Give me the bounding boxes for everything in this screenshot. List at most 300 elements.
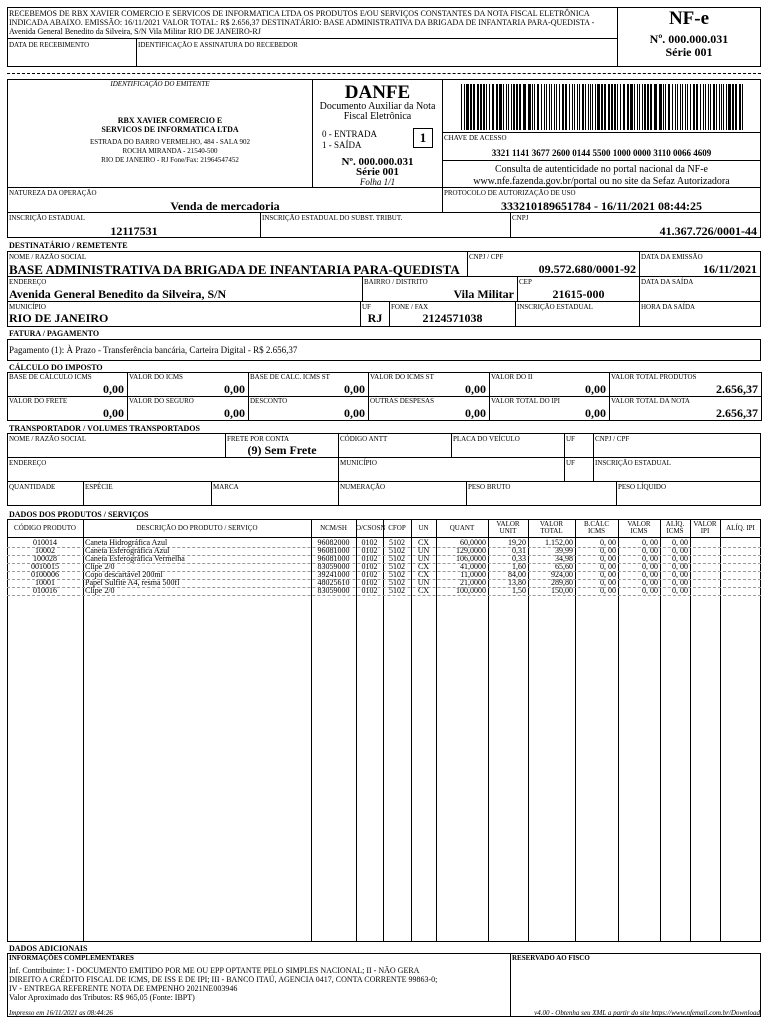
table-cell: Caneta Esferográfica Vermelha <box>85 555 185 563</box>
table-cell: 100,0000 <box>456 587 486 595</box>
dest-cep-valor: 21615-000 <box>552 287 605 301</box>
barcode-bar <box>723 84 724 130</box>
produtos-header: ALÍQ. IPI <box>726 524 755 532</box>
footer-impresso: Impresso em 16/11/2021 as 08:44:26 <box>9 1009 113 1017</box>
table-cell: 0, 00 <box>642 587 658 595</box>
barcode-bar <box>597 84 600 130</box>
barcode-bar <box>627 84 629 130</box>
produtos-header: TOTAL <box>540 527 563 535</box>
fisco-label: RESERVADO AO FISCO <box>512 954 590 962</box>
emitente-endereco2: ROCHA MIRANDA - 21540-500 <box>122 147 218 155</box>
transp-endereco-field <box>7 457 339 482</box>
barcode-bar <box>663 84 664 130</box>
table-cell: 1.152,00 <box>545 539 573 547</box>
barcode-bar <box>721 84 722 130</box>
transp-numeracao-label: NUMERAÇÃO <box>340 483 386 491</box>
table-cell: Clipe 2/0 <box>85 587 115 595</box>
transp-uf-label: UF <box>566 435 575 443</box>
table-cell: 289,80 <box>551 579 573 587</box>
assinatura-recebedor-label: IDENTIFICAÇÃO E ASSINATURA DO RECEBEDOR <box>138 41 298 49</box>
transp-ie-label: INSCRIÇÃO ESTADUAL <box>595 459 671 467</box>
barcode-bar <box>608 84 610 130</box>
imposto-valor: 0,00 <box>585 382 606 396</box>
barcode-bar <box>700 84 701 130</box>
produtos-column-divider <box>436 519 437 942</box>
imposto-valor: 2.656,37 <box>716 382 758 396</box>
transp-marca-label: MARCA <box>213 483 239 491</box>
table-cell: Copo descartável 200ml <box>85 571 163 579</box>
table-cell: 11,0000 <box>460 571 486 579</box>
produtos-header: CÓDIGO PRODUTO <box>14 524 76 532</box>
barcode-bar <box>574 84 575 130</box>
table-cell: 0, 00 <box>672 555 688 563</box>
table-cell: 5102 <box>389 547 405 555</box>
barcode-bar <box>513 84 515 130</box>
barcode-bar <box>546 84 547 130</box>
table-cell: 0102 <box>361 563 378 571</box>
danfe-tipo-box: 1 <box>413 128 433 148</box>
table-cell: 84,00 <box>508 571 526 579</box>
table-cell: 5102 <box>389 571 405 579</box>
imposto-valor: 0,00 <box>224 382 245 396</box>
table-cell: 0, 00 <box>600 563 616 571</box>
table-cell: 0, 00 <box>600 555 616 563</box>
produtos-column-divider <box>575 519 576 942</box>
dest-nome-valor: BASE ADMINISTRATIVA DA BRIGADA DE INFANTARIA PARA-QUEDISTA <box>9 262 460 277</box>
barcode-bar <box>559 84 560 130</box>
produtos-column-divider <box>488 519 489 942</box>
table-cell: 0, 00 <box>642 555 658 563</box>
imposto-label: VALOR DO II <box>491 373 533 381</box>
barcode-bar <box>601 84 603 130</box>
canhoto-texto: RECEBEMOS DE RBX XAVIER COMERCIO E SERVICOS DE INFORMATICA LTDA OS PRODUTOS E/OU SERVIÇOS CONSTANTES DA NOTA FISCAL ELETRÔNICA INDICADA ABAIXO. EMISSÃO: 16/11/2021 VALOR TOTAL: R$ 2.656,37 DESTINATÁRIO: BASE ADMINISTRATIVA DA BRIGADA DE INFANTARIA PARA-QUEDISTA - Avenida General Benedito da Silveira, S/N Vila Militar RIO DE JANEIRO-RJ <box>9 9 595 36</box>
cnpj-valor: 41.367.726/0001-44 <box>659 224 757 238</box>
barcode-bar <box>680 84 681 130</box>
barcode-bar <box>503 84 504 130</box>
table-cell: 0, 00 <box>672 587 688 595</box>
table-cell: 1,50 <box>512 587 526 595</box>
barcode-bar <box>637 84 638 130</box>
barcode-bar <box>506 84 507 130</box>
table-cell: UN <box>417 555 430 563</box>
barcode-bar <box>703 84 704 130</box>
barcode-bar <box>690 84 691 130</box>
barcode-bar <box>617 84 618 130</box>
dest-nome-label: NOME / RAZÃO SOCIAL <box>9 253 87 261</box>
barcode-bar <box>634 84 635 130</box>
destinatario-section-title: DESTINATÁRIO / REMETENTE <box>9 241 128 250</box>
barcode-bar <box>705 84 706 130</box>
dest-emissao-valor: 16/11/2021 <box>702 262 757 276</box>
footer-versao: v4.00 - Obtenha seu XML a partir do site https://www.nfemail.com.br/Download <box>534 1009 760 1017</box>
chave-label: CHAVE DE ACESSO <box>444 134 507 142</box>
barcode-bar <box>672 84 673 130</box>
produtos-header: CFOP <box>388 524 406 532</box>
barcode-bar <box>516 84 518 130</box>
barcode-bar <box>654 84 657 130</box>
produtos-header-divider <box>7 537 761 538</box>
imposto-label: BASE DE CALC. ICMS ST <box>250 373 330 381</box>
produtos-header: ICMS <box>666 527 684 535</box>
produtos-column-divider <box>528 519 529 942</box>
transp-uf2-label: UF <box>566 459 575 467</box>
barcode-bar <box>496 84 498 130</box>
transportador-section-title: TRANSPORTADOR / VOLUMES TRANSPORTADOS <box>9 424 200 433</box>
ie-valor: 12117531 <box>110 224 158 238</box>
info-linha-1: Inf. Contribuinte: I - DOCUMENTO EMITIDO POR ME OU EPP OPTANTE PELO SIMPLES NACIONAL; II - NÃO GERA <box>9 966 420 975</box>
dest-uf-label: UF <box>362 303 371 311</box>
barcode-bar <box>611 84 613 130</box>
transp-endereco-label: ENDEREÇO <box>9 459 47 467</box>
danfe-title: DANFE <box>344 82 411 103</box>
data-recebimento-label: DATA DE RECEBIMENTO <box>9 41 90 49</box>
produtos-header: B.CÁLC <box>583 520 610 528</box>
table-cell: 10001 <box>35 579 55 587</box>
produtos-column-divider <box>83 519 84 942</box>
transp-bruto-label: PESO BRUTO <box>468 483 511 491</box>
table-cell: 0, 00 <box>600 587 616 595</box>
produtos-column-divider <box>690 519 691 942</box>
table-cell: UN <box>417 547 430 555</box>
imposto-label: BASE DE CÁLCULO ICMS <box>9 373 92 381</box>
imposto-label: VALOR TOTAL DA NOTA <box>611 397 690 405</box>
table-cell: 0, 00 <box>672 547 688 555</box>
imposto-label: VALOR DO FRETE <box>9 397 68 405</box>
barcode-image <box>461 84 743 130</box>
barcode-bar <box>511 84 512 130</box>
barcode-bar <box>685 84 686 130</box>
imposto-label: DESCONTO <box>250 397 288 405</box>
barcode-bar <box>728 84 731 130</box>
transp-antt-label: CÓDIGO ANTT <box>340 435 388 443</box>
produtos-column-divider <box>356 519 357 942</box>
dest-saida-label: DATA DA SAÍDA <box>641 278 694 286</box>
barcode-bar <box>716 84 717 130</box>
barcode-bar <box>708 84 709 130</box>
table-cell: 0, 00 <box>672 571 688 579</box>
barcode-bar <box>534 84 535 130</box>
table-cell: Caneta Hidrográfica Azul <box>85 539 168 547</box>
table-cell: 21,0000 <box>460 579 486 587</box>
table-cell: 96081000 <box>317 547 350 555</box>
barcode-bar <box>710 84 711 130</box>
dest-endereco-valor: Avenida General Benedito da Silveira, S/N <box>9 287 227 301</box>
table-cell: 5102 <box>389 539 405 547</box>
table-cell: 60,0000 <box>460 539 486 547</box>
table-cell: 0102 <box>361 587 378 595</box>
dest-cnpj-label: CNPJ / CPF <box>469 253 504 261</box>
barcode-bar <box>665 84 666 130</box>
barcode-bar <box>508 84 509 130</box>
table-cell: 1,60 <box>512 563 526 571</box>
danfe-numero: Nº. 000.000.031 <box>341 156 414 168</box>
protocolo-label: PROTOCOLO DE AUTORIZAÇÃO DE USO <box>444 189 576 197</box>
dest-uf-valor: RJ <box>367 311 383 325</box>
barcode-bar <box>620 84 621 130</box>
dest-ie-label: INSCRIÇÃO ESTADUAL <box>517 303 593 311</box>
barcode-bar <box>551 84 552 130</box>
produtos-header: QUANT <box>449 524 475 532</box>
info-linha-2: DIREITO A CRÉDITO FISCAL DE ICMS, DE ISS E DE IPI; III - BANCO ITAÚ, AGENCIA 0417, CONTA CORRENTE 99863-0; <box>9 975 438 984</box>
table-cell: 0, 00 <box>600 547 616 555</box>
table-cell: 0, 00 <box>672 539 688 547</box>
barcode-bar <box>650 84 652 130</box>
canhoto-serie: Série 001 <box>665 45 713 59</box>
table-cell: 0100006 <box>31 571 59 579</box>
dest-endereco-label: ENDEREÇO <box>9 278 47 286</box>
barcode-bar <box>532 84 533 130</box>
table-cell: 0, 00 <box>642 547 658 555</box>
table-cell: 5102 <box>389 587 405 595</box>
produtos-header: NCM/SH <box>320 524 347 532</box>
barcode-bar <box>726 84 727 130</box>
produtos-header: UNIT <box>499 527 517 535</box>
produtos-column-divider <box>660 519 661 942</box>
emitente-endereco1: ESTRADA DO BARRO VERMELHO, 484 - SALA 902 <box>89 138 251 146</box>
barcode-bar <box>549 84 550 130</box>
barcode-bar <box>595 84 596 130</box>
table-cell: 010014 <box>33 539 57 547</box>
table-cell: 34,98 <box>555 555 573 563</box>
table-cell: 0102 <box>361 539 378 547</box>
barcode-bar <box>585 84 586 130</box>
transp-municipio-label: MUNICÍPIO <box>340 459 377 467</box>
barcode-bar <box>541 84 542 130</box>
dest-cep-label: CEP <box>519 278 532 286</box>
barcode-bar <box>644 84 646 130</box>
table-cell: 0102 <box>361 571 378 579</box>
imposto-valor: 0,00 <box>344 406 365 420</box>
danfe-serie: Série 001 <box>355 166 400 178</box>
imposto-label: VALOR DO ICMS <box>129 373 183 381</box>
transp-placa-label: PLACA DO VEÍCULO <box>453 435 520 443</box>
dest-fone-label: FONE / FAX <box>391 303 429 311</box>
table-cell: 0,33 <box>512 555 526 563</box>
table-cell: 0102 <box>361 579 378 587</box>
barcode-bar <box>742 84 743 130</box>
barcode-bar <box>642 84 643 130</box>
table-cell: 5102 <box>389 563 405 571</box>
dest-cnpj-valor: 09.572.680/0001-92 <box>538 262 636 276</box>
barcode-bar <box>486 84 487 130</box>
danfe-folha: Folha 1/1 <box>359 177 396 187</box>
barcode-bar <box>639 84 640 130</box>
barcode-bar <box>604 84 606 130</box>
barcode-bar <box>554 84 555 130</box>
info-linha-4: Valor Aproximado dos Tributos: R$ 965,05 (Fonte: IBPT) <box>9 993 195 1002</box>
chave-acesso-valor: 3321 1141 3677 2600 0144 5500 1000 0000 3110 0066 4609 <box>491 148 712 158</box>
imposto-valor: 0,00 <box>224 406 245 420</box>
imposto-valor: 0,00 <box>103 406 124 420</box>
barcode-bar <box>739 84 741 130</box>
barcode-bar <box>590 84 591 130</box>
imposto-label: VALOR TOTAL PRODUTOS <box>611 373 697 381</box>
barcode-bar <box>687 84 688 130</box>
transp-especie-label: ESPÉCIE <box>85 483 113 491</box>
barcode-bar <box>592 84 593 130</box>
barcode-bar <box>713 84 715 130</box>
barcode-bar <box>528 84 531 130</box>
table-cell: 100028 <box>33 555 57 563</box>
table-cell: 0, 00 <box>600 539 616 547</box>
emitente-label: IDENTIFICAÇÃO DO EMITENTE <box>110 80 210 88</box>
barcode-bar <box>614 84 616 130</box>
table-cell: 96082000 <box>317 539 350 547</box>
transp-cnpj-label: CNPJ / CPF <box>595 435 630 443</box>
barcode-bar <box>523 84 526 130</box>
table-cell: 106,0000 <box>456 555 486 563</box>
danfe-saida: 1 - SAÍDA <box>322 140 362 150</box>
danfe-sub1: Documento Auxiliar da Nota <box>319 101 436 112</box>
ie-label: INSCRIÇÃO ESTADUAL <box>9 214 85 222</box>
imposto-label: OUTRAS DESPESAS <box>370 397 434 405</box>
adicionais-section-title: DADOS ADICIONAIS <box>9 944 88 953</box>
protocolo-valor: 333210189651784 - 16/11/2021 08:44:25 <box>501 199 702 213</box>
table-cell: 41,0000 <box>460 563 486 571</box>
imposto-section-title: CÁLCULO DO IMPOSTO <box>9 363 103 372</box>
produtos-header: UN <box>418 524 429 532</box>
barcode-bar <box>719 84 720 130</box>
dest-bairro-label: BAIRRO / DISTRITO <box>364 278 428 286</box>
table-cell: 0102 <box>361 555 378 563</box>
barcode-bar <box>562 84 564 130</box>
barcode-bar <box>556 84 557 130</box>
barcode-bar <box>659 84 662 130</box>
ie-st-label: INSCRIÇÃO ESTADUAL DO SUBST. TRIBUT. <box>262 214 403 222</box>
barcode-bar <box>588 84 589 130</box>
danfe-sub2: Fiscal Eletrônica <box>343 111 412 122</box>
table-row-divider <box>7 595 761 596</box>
barcode-bar <box>477 84 479 130</box>
transp-liquido-label: PESO LÍQUIDO <box>618 483 667 491</box>
barcode-bar <box>480 84 482 130</box>
barcode-bar <box>572 84 573 130</box>
barcode-bar <box>461 84 462 130</box>
imposto-valor: 0,00 <box>344 382 365 396</box>
barcode-bar <box>668 84 670 130</box>
barcode-bar <box>675 84 676 130</box>
barcode-bar <box>577 84 578 130</box>
barcode-bar <box>582 84 584 130</box>
table-cell: 65,60 <box>555 563 573 571</box>
dest-municipio-label: MUNICÍPIO <box>9 303 46 311</box>
table-cell: 150,00 <box>551 587 573 595</box>
barcode-bar <box>732 84 734 130</box>
imposto-valor: 0,00 <box>465 406 486 420</box>
barcode-bar <box>647 84 649 130</box>
imposto-valor: 0,00 <box>103 382 124 396</box>
dest-municipio-valor: RIO DE JANEIRO <box>9 311 109 325</box>
canhoto-numero: Nº. 000.000.031 <box>649 32 729 46</box>
table-cell: CX <box>417 571 430 579</box>
fatura-texto: Pagamento (1): À Prazo - Transferência bancária, Carteira Digital - R$ 2.656,37 <box>9 345 298 355</box>
info-linha-3: IV - ENTREGA REFERENTE NOTA DE EMPENHO 2021NE003946 <box>9 984 238 993</box>
barcode-bar <box>499 84 502 130</box>
table-cell: 39,99 <box>555 547 573 555</box>
barcode-bar <box>544 84 545 130</box>
dest-hora-label: HORA DA SAÍDA <box>641 303 696 311</box>
transp-nome-label: NOME / RAZÃO SOCIAL <box>9 435 87 443</box>
produtos-header: VALOR <box>693 520 717 528</box>
table-cell: 5102 <box>389 555 405 563</box>
barcode-bar <box>489 84 490 130</box>
table-cell: 13,80 <box>508 579 526 587</box>
table-cell: 0102 <box>361 547 378 555</box>
table-cell: 83059000 <box>317 587 350 595</box>
table-cell: 0, 00 <box>642 579 658 587</box>
info-complementares-label: INFORMAÇÕES COMPLEMENTARES <box>9 954 134 962</box>
table-cell: Clipe 2/0 <box>85 563 115 571</box>
barcode-bar <box>466 84 469 130</box>
produtos-section-title: DADOS DOS PRODUTOS / SERVIÇOS <box>9 510 149 519</box>
produtos-header: DESCRIÇÃO DO PRODUTO / SERVIÇO <box>136 524 258 532</box>
produtos-header: ICMS <box>587 527 606 535</box>
imposto-valor: 2.656,37 <box>716 406 758 420</box>
produtos-column-divider <box>383 519 384 942</box>
produtos-header: O/CSOSN <box>356 524 386 532</box>
consulta-texto-2: www.nfe.fazenda.gov.br/portal ou no site da Sefaz Autorizadora <box>473 176 730 187</box>
produtos-header: ICMS <box>630 527 648 535</box>
table-cell: Caneta Esferográfica Azul <box>85 547 170 555</box>
produtos-column-divider <box>720 519 721 942</box>
produtos-header: VALOR <box>496 520 520 528</box>
table-cell: 010016 <box>33 587 57 595</box>
barcode-bar <box>473 84 475 130</box>
table-cell: 83059000 <box>317 563 350 571</box>
produtos-header: VALOR <box>627 520 651 528</box>
barcode-bar <box>623 84 625 130</box>
natureza-valor: Venda de mercadoria <box>170 199 280 213</box>
table-cell: 5102 <box>389 579 405 587</box>
table-cell: UN <box>417 579 430 587</box>
barcode-bar <box>470 84 472 130</box>
imposto-label: VALOR DO ICMS ST <box>370 373 434 381</box>
consulta-texto-1: Consulta de autenticidade no portal nacional da NF-e <box>495 164 708 175</box>
dest-bairro-valor: Vila Militar <box>453 287 514 301</box>
cnpj-label: CNPJ <box>512 214 529 222</box>
transp-frete-label: FRETE POR CONTA <box>227 435 290 443</box>
table-cell: 48025610 <box>317 579 350 587</box>
table-cell: 0, 00 <box>642 571 658 579</box>
produtos-column-divider <box>411 519 412 942</box>
table-cell: 0, 00 <box>672 563 688 571</box>
barcode-bar <box>519 84 521 130</box>
table-cell: Papel Sulfite A4, resma 500fl <box>85 579 180 587</box>
barcode-bar <box>464 84 465 130</box>
table-cell: 0, 00 <box>600 579 616 587</box>
table-cell: 0010015 <box>31 563 59 571</box>
fatura-section-title: FATURA / PAGAMENTO <box>9 329 100 338</box>
table-cell: CX <box>417 587 430 595</box>
table-cell: 10002 <box>35 547 55 555</box>
table-cell: 0, 00 <box>600 571 616 579</box>
produtos-column-divider <box>618 519 619 942</box>
produtos-column-divider <box>311 519 312 942</box>
barcode-bar <box>735 84 737 130</box>
barcode-bar <box>682 84 683 130</box>
table-cell: 924,00 <box>551 571 573 579</box>
table-cell: 39241000 <box>317 571 350 579</box>
emitente-nome: RBX XAVIER COMERCIO E SERVICOS DE INFORMATICA LTDA <box>101 116 239 134</box>
imposto-label: VALOR TOTAL DO IPI <box>491 397 560 405</box>
barcode-bar <box>696 84 698 130</box>
barcode-bar <box>537 84 539 130</box>
transp-qtd-label: QUANTIDADE <box>9 483 56 491</box>
table-cell: 129,0000 <box>456 547 486 555</box>
emitente-endereco3: RIO DE JANEIRO - RJ Fone/Fax: 21964547452 <box>101 156 239 164</box>
barcode-bar <box>579 84 580 130</box>
produtos-header: VALOR <box>539 520 564 528</box>
